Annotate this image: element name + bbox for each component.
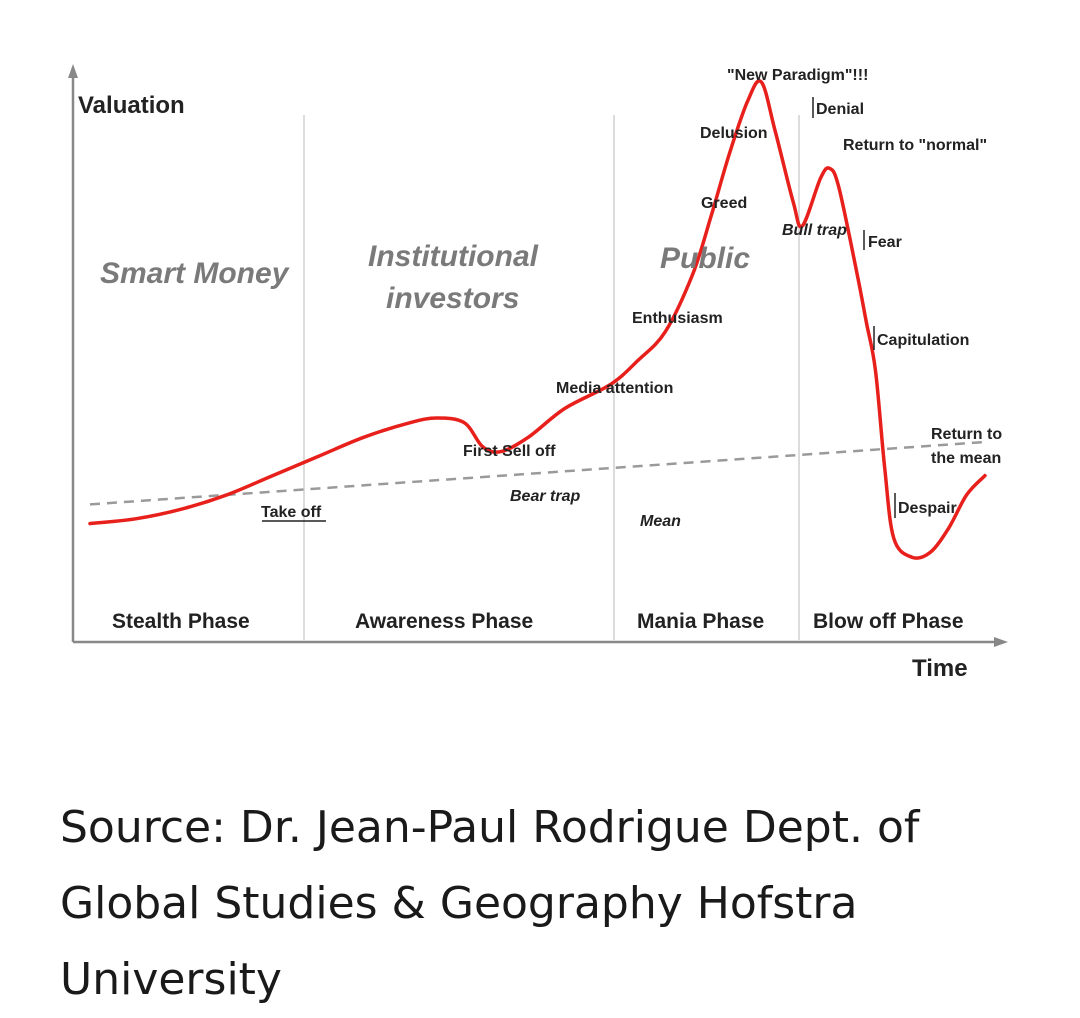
- annot-greed: Greed: [701, 195, 748, 212]
- annot-delusion: Delusion: [700, 125, 768, 142]
- annot-return-to: Return to: [931, 426, 1003, 443]
- annot-denial: Denial: [816, 101, 865, 118]
- participant-public: Public: [660, 242, 751, 275]
- annot-mean: Mean: [640, 513, 681, 530]
- y-axis-title: Valuation: [78, 92, 185, 119]
- annot-media-attention: Media attention: [556, 380, 674, 397]
- x-axis-arrow: [994, 637, 1008, 647]
- participant-institutional-2: investors: [386, 282, 520, 315]
- annot-bull-trap: Bull trap: [782, 222, 847, 239]
- phase-awareness: Awareness Phase: [355, 610, 534, 633]
- phase-stealth: Stealth Phase: [112, 610, 250, 633]
- annot-capitulation: Capitulation: [877, 332, 970, 349]
- annot-return-normal: Return to "normal": [843, 137, 988, 154]
- annot-new-paradigm: "New Paradigm"!!!: [727, 67, 869, 84]
- participant-smart-money: Smart Money: [100, 257, 289, 290]
- participant-institutional-1: Institutional: [368, 240, 538, 273]
- annot-the-mean: the mean: [931, 450, 1002, 467]
- x-axis-title: Time: [912, 655, 968, 682]
- phase-blowoff: Blow off Phase: [813, 610, 964, 633]
- annot-take-off: Take off: [261, 504, 322, 521]
- annot-enthusiasm: Enthusiasm: [632, 310, 723, 327]
- annot-first-sell-off: First Sell off: [463, 443, 556, 460]
- annot-fear: Fear: [868, 234, 902, 251]
- annot-bear-trap: Bear trap: [510, 488, 581, 505]
- phase-mania: Mania Phase: [637, 610, 765, 633]
- source-caption: Source: Dr. Jean-Paul Rodrigue Dept. of Global Studies & Geography Hofstra University: [60, 802, 920, 1005]
- y-axis-arrow: [68, 64, 78, 78]
- annot-despair: Despair: [898, 500, 957, 517]
